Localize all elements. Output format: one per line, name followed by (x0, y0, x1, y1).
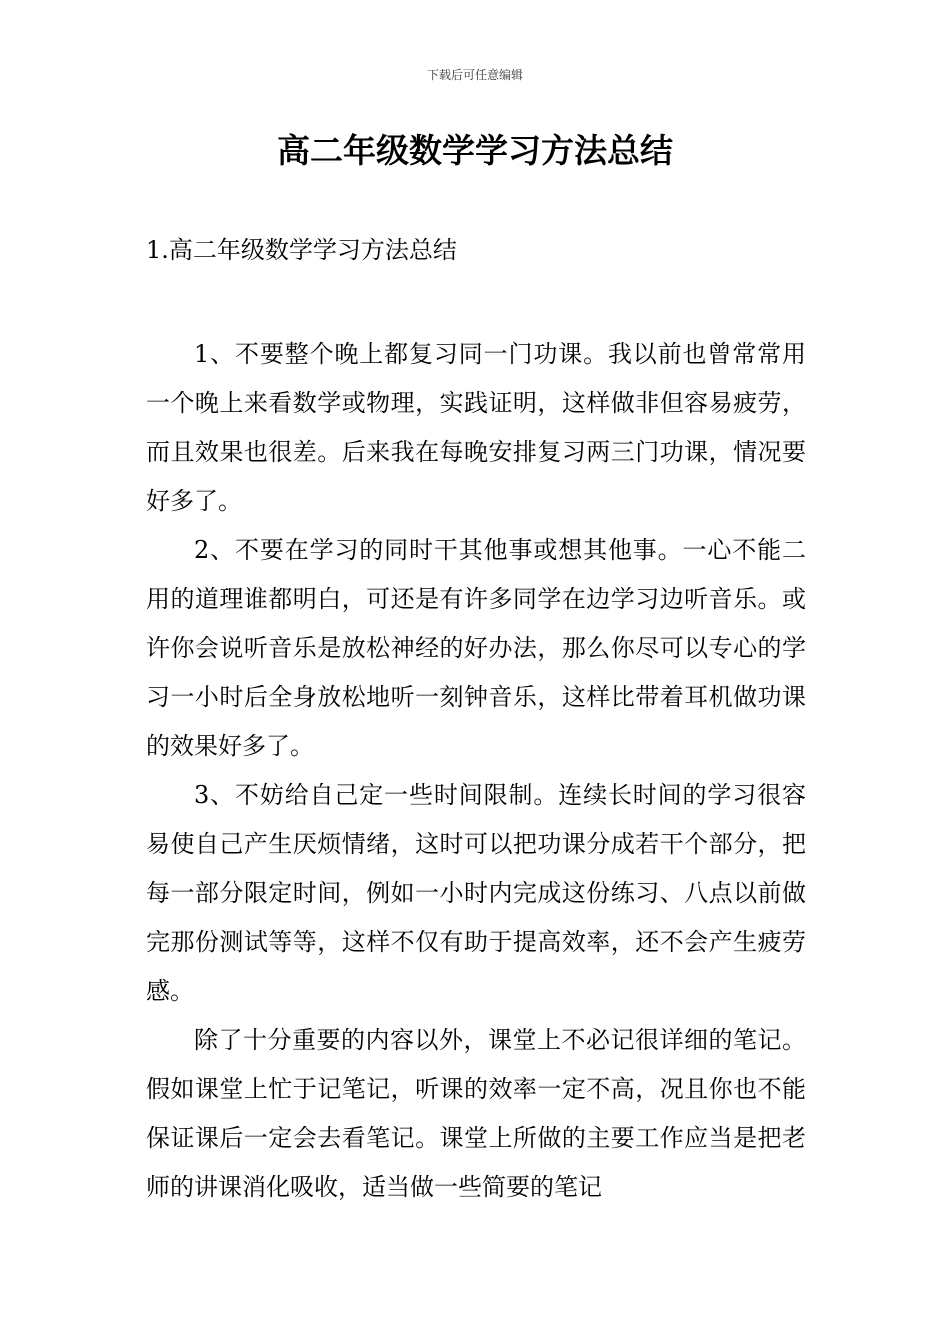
document-body (146, 330, 806, 1212)
paragraph-4: 除了十分重要的内容以外，课堂上不必记很详细的笔记。假如课堂上忙于记笔记，听课的效率一定不高，况且你也不能保证课后一定会去看笔记。课堂上所做的主要工作应当是把老师的讲课消化吸收，适当做一些简要的笔记 (146, 1026, 806, 1201)
paragraph-1: 1、不要整个晚上都复习同一门功课。我以前也曾常常用一个晚上来看数学或物理，实践证明，这样做非但容易疲劳，而且效果也很差。后来我在每晚安排复习两三门功课，情况要好多了。 (146, 340, 806, 515)
paragraph-3: 3、不妨给自己定一些时间限制。连续长时间的学习很容易使自己产生厌烦情绪，这时可以把功课分成若干个部分，把每一部分限定时间，例如一小时内完成这份练习、八点以前做完那份测试等等，这样不仅有助于提高效率，还不会产生疲劳感。 (146, 781, 806, 1005)
header-note: 下载后可任意编辑 (426, 68, 523, 82)
section-heading: 1.高二年级数学学习方法总结 (146, 236, 457, 264)
page-title: 高二年级数学学习方法总结 (277, 131, 673, 170)
paragraph-2: 2、不要在学习的同时干其他事或想其他事。一心不能二用的道理谁都明白，可还是有许多同学在边学习边听音乐。或许你会说听音乐是放松神经的好办法，那么你尽可以专心的学习一小时后全身放松地听一刻钟音乐，这样比带着耳机做功课的效果好多了。 (146, 536, 806, 760)
